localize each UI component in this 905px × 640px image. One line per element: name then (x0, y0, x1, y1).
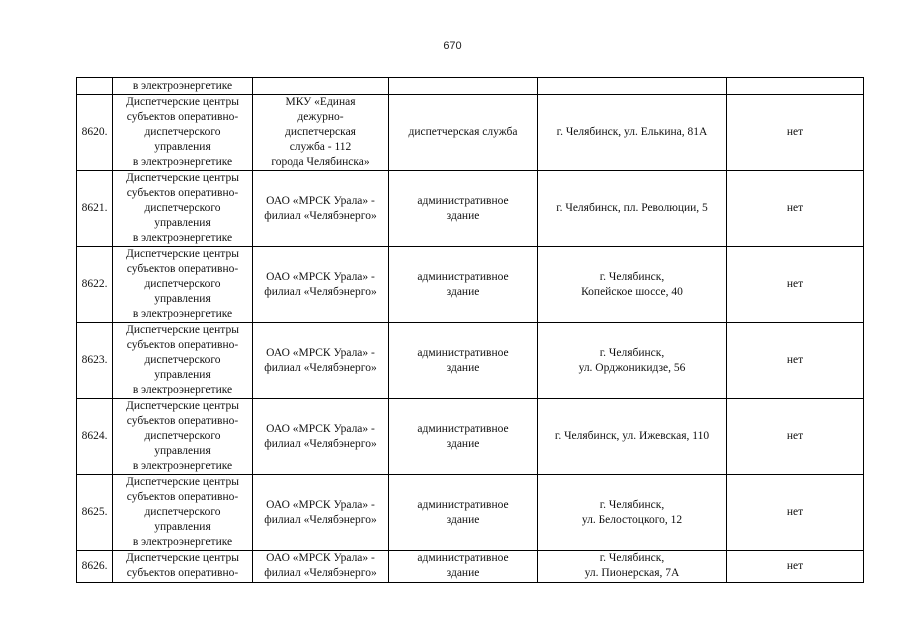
cell-text: нет (786, 560, 804, 572)
cell-text-line: Диспетчерские центры (126, 552, 239, 564)
address-cell (538, 171, 727, 247)
object-type-cell (389, 95, 538, 171)
cell-text-line: г. Челябинск, (599, 270, 665, 283)
cell-text-line: г. Челябинск, (599, 552, 665, 564)
cell-text-line: в электроэнергетике (132, 384, 233, 396)
object-type-cell (389, 399, 538, 475)
cell-text-line: ОАО «МРСК Урала» - (266, 270, 375, 283)
cell-text-line: г. Челябинск, (599, 346, 665, 359)
cell-text-line: в электроэнергетике (132, 460, 233, 472)
cell-text-line: в электроэнергетике (132, 536, 233, 548)
cell-text-line: здание (446, 513, 480, 526)
cell-text-line: Диспетчерские центры (126, 324, 239, 336)
row-number-cell (77, 78, 113, 95)
cell-text-line: Диспетчерские центры (126, 248, 239, 260)
cell-text: 8620. (81, 126, 108, 138)
cell-text-line: здание (446, 361, 480, 374)
address-cell (538, 78, 727, 95)
address-cell (538, 475, 727, 551)
row-number-cell (77, 475, 113, 551)
registry-table (76, 77, 864, 583)
cell-text-line: диспетчерского (144, 126, 221, 138)
cell-text-line: здание (446, 437, 480, 450)
object-purpose-cell (113, 95, 253, 171)
object-purpose-cell (113, 171, 253, 247)
cell-text-line: г. Челябинск, ул. Ижевская, 110 (554, 430, 710, 442)
flag-cell (727, 95, 864, 171)
address-cell (538, 247, 727, 323)
owner-cell (253, 78, 389, 95)
cell-text-line: Диспетчерские центры (126, 400, 239, 412)
cell-text: нет (786, 202, 804, 214)
owner-cell (253, 95, 389, 171)
cell-text-line: в электроэнергетике (132, 232, 233, 244)
row-number-cell (77, 399, 113, 475)
cell-text-line: ОАО «МРСК Урала» - (266, 346, 375, 359)
cell-text-line: управления (154, 141, 211, 153)
table-row (77, 399, 864, 475)
table-row (77, 171, 864, 247)
flag-cell (727, 78, 864, 95)
cell-text: 8621. (81, 202, 108, 214)
row-number-cell (77, 247, 113, 323)
table-row (77, 78, 864, 95)
cell-text-line: ул. Белостоцкого, 12 (581, 513, 683, 526)
flag-cell (727, 475, 864, 551)
cell-text-line: управления (154, 521, 211, 533)
cell-text-line: Диспетчерские центры (126, 476, 239, 488)
table-row (77, 247, 864, 323)
object-purpose-cell (113, 399, 253, 475)
flag-cell (727, 171, 864, 247)
object-type-cell (389, 323, 538, 399)
row-number-cell (77, 95, 113, 171)
cell-text-line: субъектов оперативно- (126, 415, 239, 427)
cell-text-line: МКУ «Единая (285, 96, 356, 108)
cell-text-line: управления (154, 293, 211, 305)
cell-text-line: филиал «Челябэнерго» (264, 209, 377, 222)
cell-text-line: управления (154, 369, 211, 381)
cell-text-line: Диспетчерские центры (126, 172, 239, 184)
object-purpose-cell (113, 551, 253, 583)
cell-text-line: в электроэнергетике (132, 308, 233, 320)
cell-text: 8622. (81, 278, 108, 290)
cell-text-line: г. Челябинск, ул. Елькина, 81А (556, 126, 708, 138)
cell-text-line: ул. Орджоникидзе, 56 (578, 361, 686, 374)
cell-text-line: субъектов оперативно- (126, 187, 239, 199)
address-cell (538, 551, 727, 583)
cell-text-line: филиал «Челябэнерго» (264, 437, 377, 450)
owner-cell (253, 475, 389, 551)
cell-text: нет (786, 278, 804, 290)
cell-text-line: субъектов оперативно- (126, 567, 239, 579)
cell-text-line: ОАО «МРСК Урала» - (266, 422, 375, 435)
cell-text-line: г. Челябинск, (599, 498, 665, 511)
cell-text: нет (786, 430, 804, 442)
cell-text-line: дежурно- (297, 111, 344, 123)
cell-text: нет (786, 506, 804, 518)
cell-text-line: субъектов оперативно- (126, 491, 239, 503)
cell-text-line: административное (417, 552, 509, 564)
cell-text-line: г. Челябинск, пл. Революции, 5 (556, 202, 708, 214)
cell-text-line: ОАО «МРСК Урала» - (266, 194, 375, 207)
address-cell (538, 323, 727, 399)
cell-text-line: в электроэнергетике (132, 156, 233, 168)
owner-cell (253, 171, 389, 247)
cell-text-line: здание (446, 209, 480, 222)
object-purpose-cell (113, 247, 253, 323)
row-number-cell (77, 171, 113, 247)
cell-text-line: диспетчерского (144, 278, 221, 290)
owner-cell (253, 551, 389, 583)
cell-text-line: управления (154, 217, 211, 229)
object-type-cell (389, 475, 538, 551)
cell-text-line: диспетчерского (144, 202, 221, 214)
flag-cell (727, 247, 864, 323)
cell-text-line: субъектов оперативно- (126, 339, 239, 351)
object-purpose-cell (113, 323, 253, 399)
table-row (77, 475, 864, 551)
cell-text-line: ОАО «МРСК Урала» - (266, 498, 375, 511)
cell-text-line: Копейское шоссе, 40 (581, 285, 683, 298)
cell-text-line: Диспетчерские центры (126, 96, 239, 108)
cell-text-line: филиал «Челябэнерго» (264, 361, 377, 374)
owner-cell (253, 399, 389, 475)
cell-text-line: административное (417, 270, 509, 283)
cell-text-line: административное (417, 194, 509, 207)
cell-text: нет (786, 354, 804, 366)
cell-text-line: здание (446, 567, 480, 579)
address-cell (538, 399, 727, 475)
cell-text-line: диспетчерская служба (408, 126, 518, 138)
cell-text-line: ул. Пионерская, 7А (584, 567, 680, 579)
table-row (77, 323, 864, 399)
cell-text-line: субъектов оперативно- (126, 111, 239, 123)
owner-cell (253, 247, 389, 323)
cell-text-line: в электроэнергетике (132, 79, 233, 92)
cell-text-line: диспетчерского (144, 430, 221, 442)
flag-cell (727, 551, 864, 583)
table-row (77, 551, 864, 583)
object-type-cell (389, 78, 538, 95)
cell-text-line: филиал «Челябэнерго» (264, 567, 377, 579)
cell-text: нет (786, 126, 804, 138)
registry-table-body (77, 78, 864, 583)
cell-text-line: филиал «Челябэнерго» (264, 513, 377, 526)
cell-text-line: города Челябинска» (271, 156, 370, 168)
address-cell (538, 95, 727, 171)
cell-text: 8625. (81, 506, 108, 518)
table-row (77, 95, 864, 171)
cell-text-line: административное (417, 346, 509, 359)
cell-text-line: филиал «Челябэнерго» (264, 285, 377, 298)
page-number: 670 (443, 40, 462, 52)
cell-text-line: здание (446, 285, 480, 298)
cell-text-line: диспетчерского (144, 354, 221, 366)
cell-text-line: административное (417, 422, 509, 435)
cell-text-line: диспетчерского (144, 506, 221, 518)
cell-text: 8623. (81, 354, 108, 366)
cell-text-line: субъектов оперативно- (126, 263, 239, 275)
object-purpose-cell (113, 78, 253, 95)
cell-text-line: ОАО «МРСК Урала» - (266, 552, 375, 564)
flag-cell (727, 399, 864, 475)
cell-text-line: управления (154, 445, 211, 457)
row-number-cell (77, 323, 113, 399)
cell-text-line: административное (417, 498, 509, 511)
owner-cell (253, 323, 389, 399)
cell-text: 8626. (81, 560, 108, 572)
cell-text-line: служба - 112 (289, 141, 352, 153)
cell-text-line: диспетчерская (285, 126, 356, 138)
object-purpose-cell (113, 475, 253, 551)
flag-cell (727, 323, 864, 399)
cell-text: 8624. (81, 430, 108, 442)
object-type-cell (389, 551, 538, 583)
object-type-cell (389, 171, 538, 247)
row-number-cell (77, 551, 113, 583)
object-type-cell (389, 247, 538, 323)
